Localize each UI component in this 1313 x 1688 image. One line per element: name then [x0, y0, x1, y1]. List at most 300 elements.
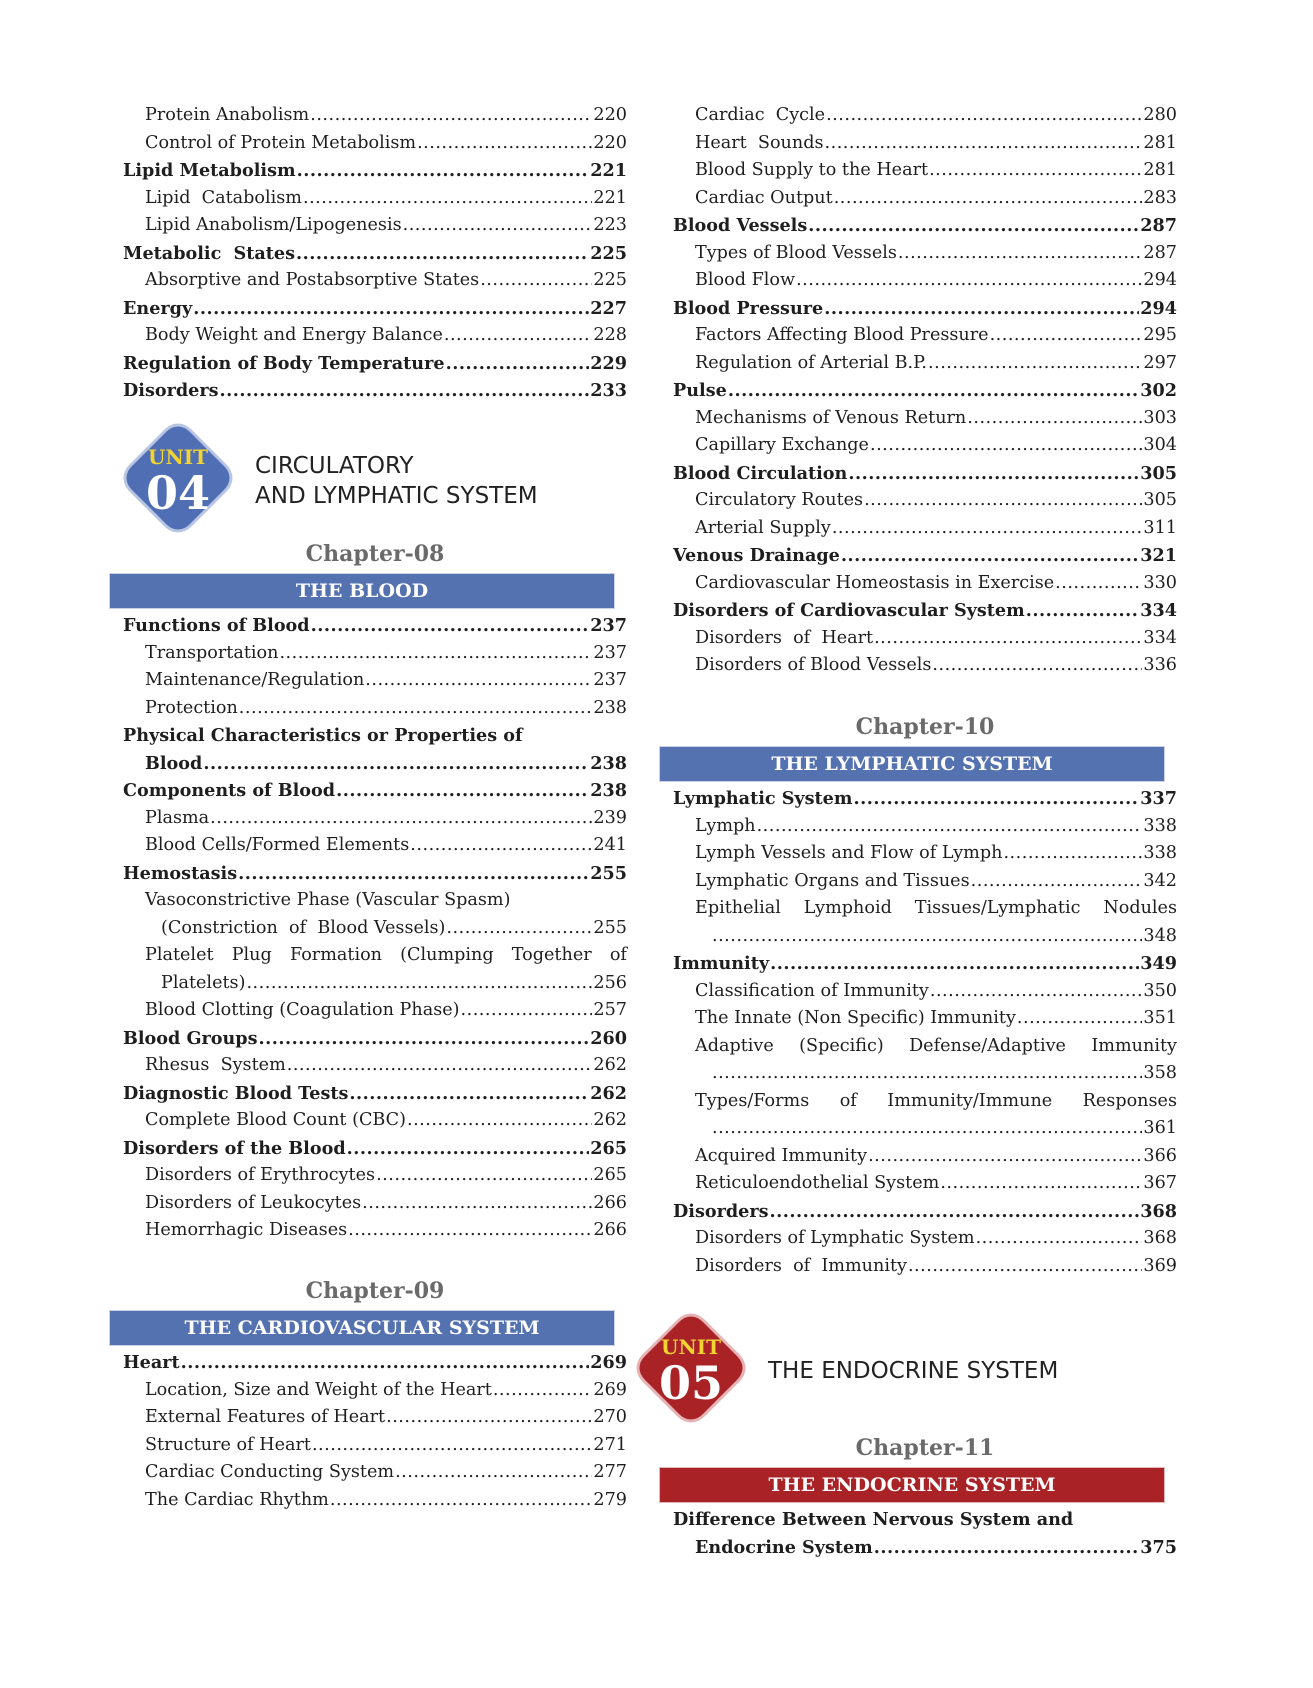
toc-entry[interactable]: [123, 753, 627, 781]
toc-entry-title: Absorptive and Postabsorptive States: [145, 270, 480, 290]
toc-leader-dots: [1055, 573, 1142, 593]
toc-leader-dots: [1017, 1008, 1143, 1028]
toc-entry[interactable]: [673, 1509, 1177, 1537]
toc-leader-dots: [930, 981, 1143, 1001]
toc-entry[interactable]: [123, 1490, 627, 1518]
toc-entry-title: Disorders of Blood Vessels: [695, 655, 932, 675]
toc-entry-title: Lipid Catabolism: [145, 187, 302, 208]
unit-04-number: 04: [145, 466, 210, 520]
toc-entry-word: Types/Forms: [695, 1090, 810, 1111]
toc-page-number: 279: [593, 1489, 627, 1510]
toc-page-number: 221: [590, 160, 627, 181]
toc-entry[interactable]: [123, 1165, 627, 1193]
toc-entry[interactable]: [673, 463, 1177, 491]
toc-entry-title: Disorders of Heart: [695, 627, 874, 648]
toc-entry-title: Location, Size and Weight of the Heart: [145, 1379, 492, 1400]
toc-entry[interactable]: [673, 408, 1177, 436]
toc-entry[interactable]: [673, 898, 1177, 926]
toc-entry-title: Pulse: [673, 380, 727, 401]
toc-leader-dots: [834, 188, 1143, 208]
toc-page-number: 350: [1143, 980, 1177, 1001]
toc-page-number: 237: [593, 642, 627, 663]
toc-entry[interactable]: [123, 160, 627, 188]
toc-entry-title: Lipid Metabolism: [123, 160, 296, 181]
toc-entry-title: Endocrine System: [695, 1536, 873, 1558]
toc-entry[interactable]: [673, 545, 1177, 573]
unit-04-label: UNIT: [148, 445, 208, 469]
toc-page-number: 337: [1140, 788, 1177, 809]
toc-entry[interactable]: [673, 788, 1177, 816]
toc-entry[interactable]: [123, 615, 627, 643]
toc-entry-word: (Specific): [799, 1035, 884, 1056]
toc-page-number: 255: [590, 862, 627, 884]
toc-leader-dots: [757, 816, 1143, 836]
toc-page-number: 221: [593, 187, 627, 208]
toc-page-number: 237: [593, 670, 627, 690]
toc-page-number: 225: [590, 242, 627, 264]
toc-page-number: 297: [1143, 352, 1177, 373]
toc-entry-title: Rhesus System: [145, 1055, 286, 1075]
toc-entry[interactable]: [123, 215, 627, 243]
toc-leader-dots: [279, 643, 592, 663]
toc-page-number: 265: [590, 1137, 627, 1159]
toc-entry[interactable]: [673, 518, 1177, 546]
toc-list-lymph: [673, 788, 1177, 1283]
toc-entry-title: Transportation: [145, 642, 279, 663]
chapter-08-title: THE BLOOD: [110, 574, 614, 608]
toc-leader-dots: [824, 298, 1139, 319]
toc-entry[interactable]: [673, 435, 1177, 463]
toc-leader-dots: [311, 615, 590, 636]
toc-entry[interactable]: [673, 628, 1177, 656]
toc-entry-title: Body Weight and Energy Balance: [145, 325, 443, 345]
toc-page-number: 368: [1143, 1228, 1177, 1248]
chapter-09-label: Chapter-09: [305, 1278, 445, 1304]
toc-entry-title: Disorders of Cardiovascular System: [673, 600, 1025, 621]
toc-page-number: 241: [593, 835, 627, 855]
toc-page-number: 220: [593, 132, 627, 153]
toc-page-number: 294: [1143, 270, 1177, 290]
toc-leader-dots: [336, 780, 589, 801]
toc-entry-title: Types of Blood Vessels: [695, 242, 897, 263]
toc-page-number: 277: [593, 1462, 627, 1482]
toc-entry-title: Venous Drainage: [673, 545, 840, 566]
toc-page-number: 294: [1140, 297, 1177, 319]
toc-entry-title: Blood Circulation: [673, 462, 848, 484]
toc-entry-title: The Innate (Non Specific) Immunity: [695, 1008, 1016, 1028]
toc-entry[interactable]: [123, 780, 627, 808]
toc-entry[interactable]: [673, 1118, 1177, 1146]
toc-entry[interactable]: [123, 133, 627, 161]
toc-leader-dots: [239, 698, 593, 718]
toc-entry[interactable]: [673, 816, 1177, 844]
toc-entry[interactable]: [123, 863, 627, 891]
toc-entry[interactable]: [673, 243, 1177, 271]
toc-entry-title: Cardiovascular Homeostasis in Exercise: [695, 572, 1055, 593]
toc-entry[interactable]: [123, 1462, 627, 1490]
toc-entry[interactable]: [123, 1193, 627, 1221]
toc-entry[interactable]: [673, 953, 1177, 981]
toc-page-number: 304: [1143, 435, 1177, 455]
toc-entry[interactable]: [673, 1063, 1177, 1091]
toc-page-number: 239: [593, 807, 627, 828]
toc-leader-dots: [728, 380, 1139, 401]
toc-entry[interactable]: [123, 380, 627, 408]
toc-page-number: 269: [590, 1352, 627, 1373]
toc-entry[interactable]: [673, 215, 1177, 243]
toc-page-number: 287: [1143, 242, 1177, 263]
toc-entry[interactable]: [123, 353, 627, 381]
toc-page-number: 281: [1143, 160, 1177, 180]
toc-right-column: [658, 105, 1177, 1558]
toc-entry[interactable]: [123, 1055, 627, 1083]
toc-list-blood: [123, 615, 627, 1248]
toc-entry-word: Epithelial: [695, 898, 781, 918]
toc-entry[interactable]: [123, 1138, 627, 1166]
toc-entry-title: Heart Sounds: [695, 132, 824, 153]
toc-leader-dots: [929, 160, 1142, 180]
toc-entry[interactable]: [673, 188, 1177, 216]
toc-entry-title: Disorders of Immunity: [695, 1255, 907, 1276]
toc-entry[interactable]: [123, 670, 627, 698]
unit-05-number: 05: [658, 1356, 723, 1410]
toc-leader-dots: [297, 160, 590, 181]
chapter-11-label: Chapter-11: [855, 1435, 995, 1461]
toc-page-number: 311: [1143, 517, 1177, 538]
toc-leader-dots: [310, 105, 592, 125]
toc-page-number: 238: [593, 697, 627, 718]
toc-entry-word: Responses: [1082, 1090, 1177, 1111]
toc-page-number: 321: [1140, 545, 1177, 566]
toc-entry-title: The Cardiac Rhythm: [145, 1489, 329, 1510]
toc-entry-title: Metabolic States: [123, 242, 296, 264]
toc-page-number: 280: [1143, 105, 1177, 125]
toc-entry-title: Lymph: [695, 815, 756, 836]
toc-leader-dots: [1003, 843, 1142, 863]
toc-leader-dots: [712, 926, 1142, 946]
toc-leader-dots: [181, 1352, 590, 1373]
toc-page-number: 351: [1143, 1008, 1177, 1028]
chapter-09-title: THE CARDIOVASCULAR SYSTEM: [110, 1311, 614, 1345]
toc-entry[interactable]: [673, 871, 1177, 899]
toc-page-number: 229: [590, 352, 627, 374]
toc-entry[interactable]: [673, 926, 1177, 954]
toc-page-number: 266: [593, 1220, 627, 1240]
toc-entry[interactable]: [123, 1083, 627, 1111]
toc-entry[interactable]: [673, 1173, 1177, 1201]
toc-leader-dots: [832, 518, 1143, 538]
toc-leader-dots: [403, 215, 593, 235]
toc-leader-dots: [990, 325, 1143, 345]
toc-entry-title: Acquired Immunity: [695, 1145, 868, 1166]
toc-page-number: 348: [1143, 925, 1177, 946]
toc-page-number: 269: [593, 1379, 627, 1400]
toc-entry[interactable]: [673, 325, 1177, 353]
toc-entry-title: Difference Between Nervous System and: [673, 1509, 1074, 1530]
unit-04-title: [255, 451, 538, 511]
toc-entry-title: Platelets): [161, 972, 246, 993]
toc-leader-dots: [493, 1380, 593, 1400]
toc-leader-dots: [932, 655, 1142, 675]
toc-page-number: 260: [590, 1027, 627, 1049]
toc-entry[interactable]: [123, 973, 627, 1001]
toc-leader-dots: [870, 435, 1142, 455]
toc-page-number: 256: [593, 972, 627, 993]
toc-entry-title: Diagnostic Blood Tests: [123, 1082, 349, 1104]
toc-entry[interactable]: [123, 270, 627, 298]
toc-leader-dots: [908, 1256, 1142, 1276]
toc-leader-dots: [210, 808, 592, 828]
toc-page-number: 281: [1143, 132, 1177, 153]
toc-page-number: 266: [593, 1192, 627, 1213]
toc-page-number: 270: [593, 1407, 627, 1427]
toc-entry-title: Disorders: [123, 380, 219, 401]
toc-entry-word: Together: [511, 945, 592, 965]
toc-page-number: 368: [1140, 1200, 1177, 1222]
toc-page-number: 257: [593, 1000, 627, 1020]
toc-entry[interactable]: [123, 725, 627, 753]
toc-entry-title: Protection: [145, 697, 238, 718]
toc-entry-title: Blood Pressure: [673, 297, 824, 319]
toc-page-number: 255: [593, 917, 627, 938]
toc-entry-title: Hemostasis: [123, 862, 238, 884]
toc-page-number: 223: [593, 215, 627, 235]
toc-entry-word: Adaptive: [695, 1035, 774, 1056]
toc-page-number: 369: [1143, 1255, 1177, 1276]
toc-entry[interactable]: [673, 160, 1177, 188]
toc-entry-title: Maintenance/Regulation: [145, 670, 365, 690]
toc-leader-dots: [446, 353, 590, 374]
toc-leader-dots: [220, 380, 590, 401]
toc-page-number: 238: [590, 780, 627, 801]
toc-entry-title: Heart: [123, 1352, 180, 1373]
toc-entry-title: External Features of Heart: [145, 1407, 386, 1427]
toc-entry-title: Cardiac Output: [695, 187, 833, 208]
toc-entry[interactable]: [123, 918, 627, 946]
toc-leader-dots: [898, 243, 1143, 263]
toc-entry[interactable]: [123, 1110, 627, 1138]
toc-entry-word: Formation: [289, 945, 382, 965]
toc-page-number: 262: [593, 1055, 627, 1075]
toc-leader-dots: [874, 628, 1142, 648]
toc-entry-title: Immunity: [673, 953, 770, 974]
toc-entry[interactable]: [123, 1028, 627, 1056]
toc-entry[interactable]: [673, 655, 1177, 683]
toc-entry-word: Immunity: [1091, 1035, 1177, 1056]
toc-entry[interactable]: [123, 1220, 627, 1248]
unit-04-title-line1: CIRCULATORY: [255, 453, 414, 479]
toc-leader-dots: [348, 1220, 592, 1240]
toc-entry-title: Plasma: [145, 807, 210, 828]
toc-leader-dots: [395, 1462, 592, 1482]
toc-entry[interactable]: [673, 353, 1177, 381]
toc-entry[interactable]: [673, 133, 1177, 161]
toc-leader-dots: [246, 973, 592, 993]
toc-entry-title: Arterial Supply: [695, 517, 831, 538]
toc-entry[interactable]: [123, 1435, 627, 1463]
toc-leader-dots: [808, 215, 1139, 236]
chapter-08-label: Chapter-08: [305, 541, 445, 567]
toc-page-number: 367: [1143, 1173, 1177, 1193]
toc-entry[interactable]: [673, 573, 1177, 601]
toc-leader-dots: [362, 1193, 592, 1213]
toc-leader-dots: [376, 1165, 592, 1185]
toc-entry-title: Cardiac Cycle: [695, 105, 826, 125]
toc-entry-word: Nodules: [1103, 898, 1177, 918]
toc-entry-title: Cardiac Conducting System: [145, 1462, 395, 1482]
toc-page-number: 302: [1140, 380, 1177, 401]
toc-entry-title: Classification of Immunity: [695, 980, 929, 1001]
toc-leader-dots: [826, 105, 1142, 125]
toc-entry[interactable]: [123, 105, 627, 133]
toc-entry-title: Lipid Anabolism/Lipogenesis: [145, 215, 402, 235]
toc-leader-dots: [940, 1173, 1142, 1193]
toc-entry[interactable]: [123, 188, 627, 216]
toc-entry[interactable]: [673, 270, 1177, 298]
toc-entry[interactable]: [673, 1036, 1177, 1064]
toc-leader-dots: [446, 918, 592, 938]
toc-entry-title: Disorders of the Blood: [123, 1137, 346, 1159]
toc-entry-title: Physical Characteristics or Properties of: [123, 725, 523, 746]
toc-leader-dots: [1026, 600, 1140, 621]
toc-page-number: 375: [1140, 1536, 1177, 1558]
toc-entry-word: of: [609, 945, 627, 965]
chapter-10-label: Chapter-10: [855, 714, 995, 740]
toc-entry[interactable]: [673, 600, 1177, 628]
toc-entry[interactable]: [673, 1146, 1177, 1174]
toc-leader-dots: [770, 1201, 1140, 1222]
toc-leader-dots: [461, 1000, 593, 1020]
toc-page-number: 338: [1143, 815, 1177, 836]
toc-page-number: 361: [1143, 1118, 1177, 1138]
toc-entry-title: Complete Blood Count (CBC): [145, 1110, 406, 1130]
toc-entry-word: Plug: [231, 945, 272, 965]
toc-leader-dots: [193, 298, 589, 319]
toc-entry[interactable]: [123, 1407, 627, 1435]
toc-leader-dots: [417, 133, 592, 153]
toc-page-number: 358: [1143, 1063, 1177, 1083]
toc-leader-dots: [796, 270, 1142, 290]
toc-leader-dots: [330, 1490, 593, 1510]
toc-leader-dots: [854, 788, 1140, 809]
toc-leader-dots: [841, 545, 1139, 566]
toc-leader-dots: [303, 188, 592, 208]
toc-entry[interactable]: [123, 1380, 627, 1408]
toc-entry-title: Blood Flow: [695, 270, 796, 290]
toc-page-number: 305: [1143, 490, 1177, 510]
toc-entry-title: Disorders of Leukocytes: [145, 1192, 362, 1213]
toc-entry[interactable]: [673, 490, 1177, 518]
toc-entry[interactable]: [123, 298, 627, 326]
toc-list-metabolism: [123, 105, 627, 408]
toc-entry[interactable]: [123, 643, 627, 671]
toc-entry[interactable]: [673, 380, 1177, 408]
toc-entry-title: Functions of Blood: [123, 615, 310, 636]
toc-page-number: 228: [593, 325, 627, 345]
toc-page-number: 338: [1143, 843, 1177, 863]
toc-page-number: 220: [593, 105, 627, 125]
toc-entry-word: (Clumping: [400, 945, 494, 965]
toc-entry-title: Capillary Exchange: [695, 435, 869, 455]
toc-entry[interactable]: [673, 981, 1177, 1009]
toc-leader-dots: [203, 753, 589, 774]
toc-entry[interactable]: [123, 1352, 627, 1380]
toc-entry-word: Defense/Adaptive: [909, 1035, 1066, 1056]
toc-page-number: 227: [590, 297, 627, 319]
toc-entry[interactable]: [673, 843, 1177, 871]
chapter-11-title: THE ENDOCRINE SYSTEM: [660, 1468, 1164, 1502]
toc-entry-title: Lymph Vessels and Flow of Lymph: [695, 843, 1003, 863]
toc-leader-dots: [407, 1110, 592, 1130]
toc-left-column: [123, 105, 627, 1510]
toc-entry[interactable]: [123, 325, 627, 353]
toc-entry[interactable]: [123, 890, 627, 918]
toc-entry-title: Blood Clotting (Coagulation Phase): [145, 1000, 460, 1020]
toc-page-number: 271: [593, 1434, 627, 1455]
toc-entry[interactable]: [673, 298, 1177, 326]
toc-page-number: 305: [1140, 462, 1177, 484]
toc-list-cardio-part1: [123, 1352, 627, 1517]
toc-page-number: 233: [590, 380, 627, 401]
toc-leader-dots: [258, 1028, 589, 1049]
toc-list-cardio-part2: [673, 105, 1177, 683]
toc-leader-dots: [868, 1146, 1142, 1166]
toc-entry-title: Structure of Heart: [145, 1434, 311, 1455]
toc-page-number: 366: [1143, 1145, 1177, 1166]
toc-entry-title: Energy: [123, 297, 193, 319]
toc-page-number: 283: [1143, 187, 1177, 208]
unit-04-title-line2: AND LYMPHATIC SYSTEM: [255, 483, 538, 509]
toc-entry-title: Disorders of Erythrocytes: [145, 1165, 376, 1185]
toc-leader-dots: [365, 670, 592, 690]
toc-page-number: 237: [590, 615, 627, 636]
toc-entry[interactable]: [673, 1256, 1177, 1284]
toc-entry-word: Lymphoid: [803, 898, 892, 918]
toc-entry[interactable]: [673, 1091, 1177, 1119]
toc-page-number: 262: [593, 1110, 627, 1130]
toc-entry[interactable]: [123, 243, 627, 271]
toc-leader-dots: [444, 325, 593, 345]
toc-page-number: 334: [1140, 600, 1177, 621]
toc-entry[interactable]: [123, 1000, 627, 1028]
toc-leader-dots: [296, 243, 589, 264]
toc-entry-title: Circulatory Routes: [695, 490, 864, 510]
toc-entry[interactable]: [123, 945, 627, 973]
toc-leader-dots: [347, 1138, 590, 1159]
toc-leader-dots: [825, 133, 1143, 153]
toc-entry-title: Blood Cells/Formed Elements: [145, 835, 410, 855]
toc-page-number: 349: [1140, 953, 1177, 974]
toc-entry-title: Reticuloendothelial System: [695, 1173, 940, 1193]
toc-entry[interactable]: [673, 1201, 1177, 1229]
toc-page-number: 265: [593, 1165, 627, 1185]
toc-entry-title: Mechanisms of Venous Return: [695, 407, 967, 428]
toc-entry[interactable]: [123, 835, 627, 863]
toc-entry[interactable]: [673, 105, 1177, 133]
toc-entry-title: Regulation of Body Temperature: [123, 352, 445, 374]
toc-entry[interactable]: [123, 698, 627, 726]
toc-leader-dots: [287, 1055, 593, 1075]
toc-entry[interactable]: [673, 1228, 1177, 1256]
toc-leader-dots: [928, 353, 1142, 373]
toc-entry[interactable]: [673, 1537, 1177, 1565]
toc-entry[interactable]: [673, 1008, 1177, 1036]
toc-page-number: 334: [1143, 627, 1177, 648]
toc-entry-word: Tissues/Lymphatic: [914, 898, 1081, 918]
toc-page-number: 262: [590, 1082, 627, 1104]
toc-entry-title: Lymphatic Organs and Tissues: [695, 870, 970, 891]
toc-entry[interactable]: [123, 808, 627, 836]
